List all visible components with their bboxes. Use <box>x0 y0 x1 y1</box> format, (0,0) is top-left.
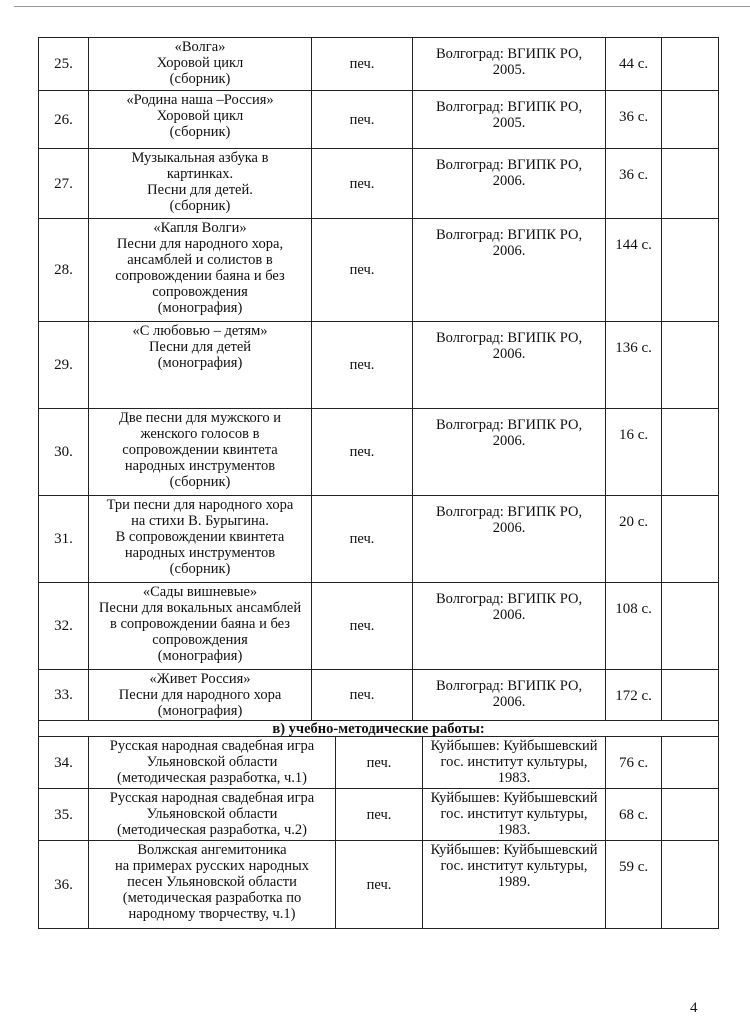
lower-rows <box>39 737 719 929</box>
row-number: 25. <box>39 38 89 91</box>
row-title: Две песни для мужского и женского голосов в сопровождении квинтета народных инструментов (сборник) <box>89 409 312 496</box>
row-type: печ. <box>312 322 413 409</box>
row-publisher: Куйбышев: Куйбышевский гос. институт культуры, 1989. <box>423 841 606 929</box>
row-note <box>662 496 719 583</box>
row-publisher: Волгоград: ВГИПК РО, 2006. <box>413 322 606 409</box>
row-title: «Родина наша –Россия» Хоровой цикл (сборник) <box>89 91 312 149</box>
row-note <box>662 670 719 721</box>
row-title: Русская народная свадебная игра Ульяновской области (методическая разработка, ч.1) <box>89 737 336 789</box>
row-pages: 20 с. <box>606 496 662 583</box>
table-row <box>39 409 719 496</box>
row-title: Три песни для народного хора на стихи В. Бурыгина. В сопровождении квинтета народных инструментов (сборник) <box>89 496 312 583</box>
row-type: печ. <box>336 841 423 929</box>
row-title: Волжская ангемитоника на примерах русских народных песен Ульяновской области (методическая разработка по народному творчеству, ч.1) <box>89 841 336 929</box>
row-publisher: Куйбышев: Куйбышевский гос. институт культуры, 1983. <box>423 737 606 789</box>
row-publisher: Волгоград: ВГИПК РО, 2006. <box>413 409 606 496</box>
table-row <box>39 789 719 841</box>
scan-line <box>14 6 750 7</box>
section-header <box>39 721 719 737</box>
row-type: печ. <box>312 219 413 322</box>
row-note <box>662 737 719 789</box>
row-pages: 16 с. <box>606 409 662 496</box>
row-title: Русская народная свадебная игра Ульяновской области (методическая разработка, ч.2) <box>89 789 336 841</box>
row-note <box>662 219 719 322</box>
row-publisher: Волгоград: ВГИПК РО, 2006. <box>413 670 606 721</box>
row-title: «Живет Россия» Песни для народного хора (монография) <box>89 670 312 721</box>
row-number: 26. <box>39 91 89 149</box>
table-row <box>39 583 719 670</box>
row-pages: 36 с. <box>606 149 662 219</box>
row-number: 32. <box>39 583 89 670</box>
row-publisher: Волгоград: ВГИПК РО, 2006. <box>413 149 606 219</box>
table-row <box>39 149 719 219</box>
row-note <box>662 789 719 841</box>
row-number: 35. <box>39 789 89 841</box>
section-heading: в) учебно-методические работы: <box>39 721 719 737</box>
table-row <box>39 841 719 929</box>
row-note <box>662 409 719 496</box>
row-number: 29. <box>39 322 89 409</box>
page-number: 4 <box>690 1000 698 1016</box>
row-type: печ. <box>336 789 423 841</box>
table-row <box>39 496 719 583</box>
row-pages: 76 с. <box>606 737 662 789</box>
row-type: печ. <box>312 91 413 149</box>
row-number: 33. <box>39 670 89 721</box>
row-number: 36. <box>39 841 89 929</box>
row-publisher: Волгоград: ВГИПК РО, 2006. <box>413 219 606 322</box>
row-pages: 68 с. <box>606 789 662 841</box>
row-title: «Волга» Хоровой цикл (сборник) <box>89 38 312 91</box>
table-row <box>39 322 719 409</box>
row-type: печ. <box>312 409 413 496</box>
row-pages: 36 с. <box>606 91 662 149</box>
row-note <box>662 149 719 219</box>
row-publisher: Волгоград: ВГИПК РО, 2005. <box>413 91 606 149</box>
row-type: печ. <box>312 670 413 721</box>
row-type: печ. <box>312 496 413 583</box>
row-type: печ. <box>312 38 413 91</box>
table-row <box>39 737 719 789</box>
row-pages: 108 с. <box>606 583 662 670</box>
row-pages: 172 с. <box>606 670 662 721</box>
row-title: «С любовью – детям» Песни для детей (монография) <box>89 322 312 409</box>
publications-table <box>38 37 719 929</box>
row-title: Музыкальная азбука в картинках. Песни для детей. (сборник) <box>89 149 312 219</box>
row-note <box>662 91 719 149</box>
row-publisher: Волгоград: ВГИПК РО, 2005. <box>413 38 606 91</box>
row-pages: 136 с. <box>606 322 662 409</box>
row-note <box>662 583 719 670</box>
upper-rows <box>39 38 719 721</box>
row-pages: 44 с. <box>606 38 662 91</box>
row-type: печ. <box>336 737 423 789</box>
row-number: 31. <box>39 496 89 583</box>
table-row <box>39 91 719 149</box>
row-number: 28. <box>39 219 89 322</box>
section-row <box>39 721 719 737</box>
table-row <box>39 670 719 721</box>
table-row <box>39 219 719 322</box>
row-title: «Капля Волги» Песни для народного хора, ансамблей и солистов в сопровождении баяна и без сопровождения (монография) <box>89 219 312 322</box>
row-pages: 59 с. <box>606 841 662 929</box>
row-type: печ. <box>312 583 413 670</box>
row-number: 30. <box>39 409 89 496</box>
row-publisher: Куйбышев: Куйбышевский гос. институт культуры, 1983. <box>423 789 606 841</box>
row-publisher: Волгоград: ВГИПК РО, 2006. <box>413 583 606 670</box>
table-row <box>39 38 719 91</box>
row-pages: 144 с. <box>606 219 662 322</box>
row-note <box>662 38 719 91</box>
row-note <box>662 841 719 929</box>
row-number: 34. <box>39 737 89 789</box>
row-title: «Сады вишневые» Песни для вокальных ансамблей в сопровождении баяна и без сопровождения (монография) <box>89 583 312 670</box>
row-note <box>662 322 719 409</box>
scan-edge <box>0 0 750 12</box>
row-number: 27. <box>39 149 89 219</box>
row-publisher: Волгоград: ВГИПК РО, 2006. <box>413 496 606 583</box>
row-type: печ. <box>312 149 413 219</box>
